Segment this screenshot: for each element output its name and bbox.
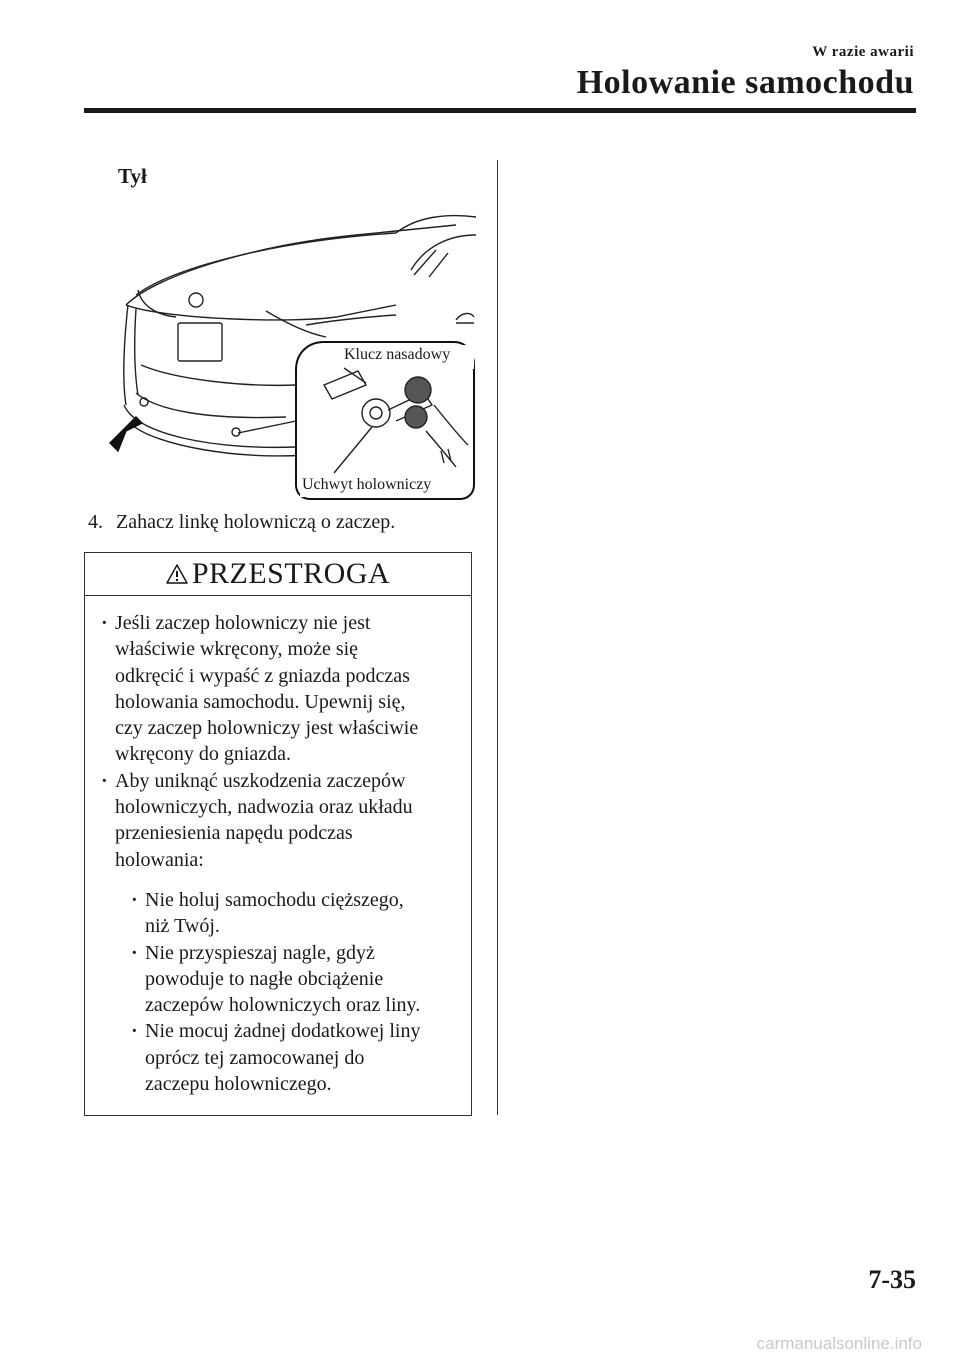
header-rule	[84, 108, 916, 113]
caution-box	[84, 552, 472, 1116]
page-title: Holowanie samochodu	[576, 64, 914, 101]
step-number: 4.	[88, 511, 103, 533]
caution-subitem: · Nie mocuj żadnej dodatkowej liny oprócz tej zamocowanej do zaczepu holowniczego.	[131, 1018, 463, 1097]
chapter-label: W razie awarii	[812, 44, 914, 60]
watermark: carmanualsonline.info	[756, 1334, 922, 1353]
caution-header	[85, 553, 471, 596]
page-number: 7-35	[868, 1265, 916, 1294]
caution-body	[85, 596, 471, 1097]
step-4	[88, 511, 395, 534]
caution-item: · Jeśli zaczep holowniczy nie jest właściwie wkręcony, może się odkręcić i wypaść z gniazda podczas holowania samochodu. Upewnij się, czy zaczep holowniczy jest właściwie wkręcony do gniazda.	[101, 610, 463, 768]
caution-subitem: · Nie przyspieszaj nagle, gdyż powoduje to nagłe obciążenie zaczepów holowniczych oraz liny.	[131, 940, 463, 1019]
wrench-label: Klucz nasadowy	[344, 346, 451, 363]
caution-sublist	[101, 887, 463, 1097]
step-text: Zahacz linkę holowniczą o zaczep.	[116, 511, 396, 533]
tow-hook-label: Uchwyt holowniczy	[302, 476, 432, 493]
column-divider	[497, 160, 498, 1115]
caution-item: · Aby uniknąć uszkodzenia zaczepów holowniczych, nadwozia oraz układu przeniesienia napędu podczas holowania:	[101, 768, 463, 873]
rear-towing-illustration	[96, 205, 480, 505]
caution-subitem: · Nie holuj samochodu cięższego, niż Twój.	[131, 887, 463, 940]
caution-title: PRZESTROGA	[191, 557, 391, 590]
section-label: Tył	[118, 164, 147, 188]
warning-icon	[166, 563, 188, 585]
